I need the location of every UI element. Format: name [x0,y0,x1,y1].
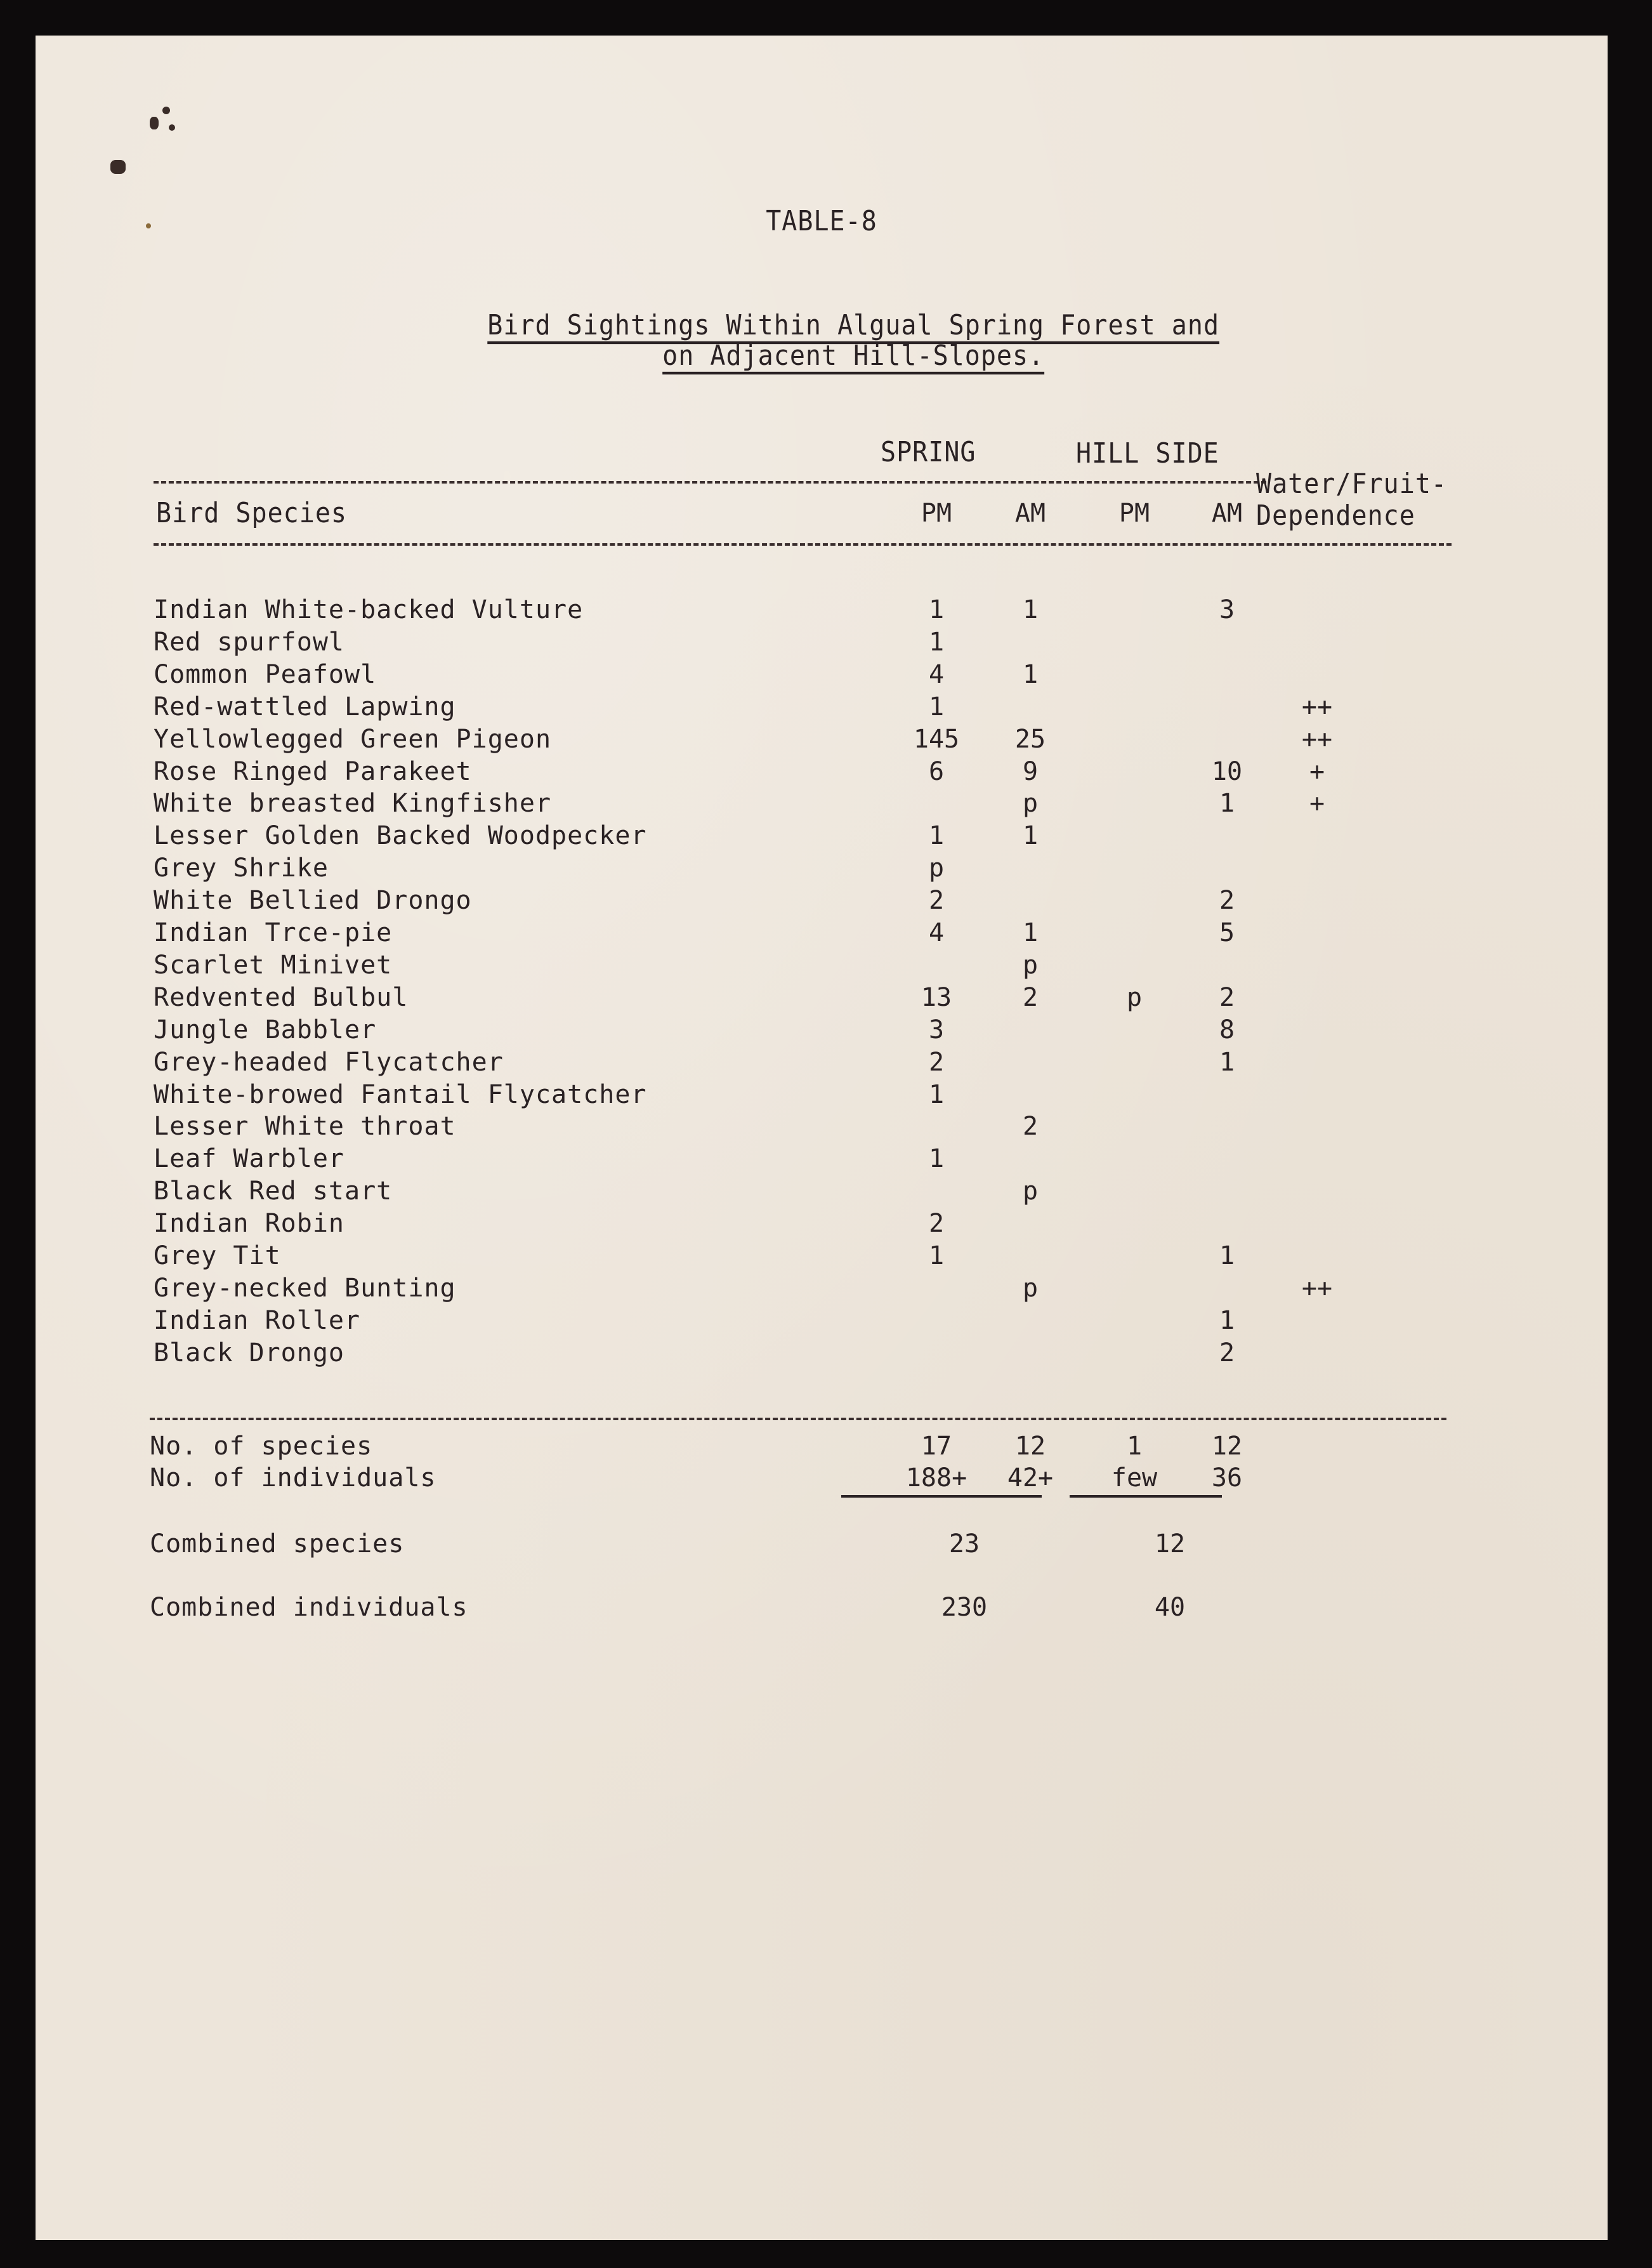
table-row [36,982,1608,1014]
column-header-hill-am: AM [1211,499,1243,528]
hill-am-cell: 1 [1219,789,1235,819]
species-name: Indian Trce-pie [154,918,393,947]
summary-value: 1 [1126,1432,1143,1461]
spring-total-underline [841,1495,1042,1498]
table-row [36,820,1608,852]
table-row [36,1305,1608,1337]
spring-pm-cell: p [928,854,945,883]
dependence-cell: ++ [1301,692,1333,722]
spring-am-cell: 25 [1014,724,1046,754]
table-label: TABLE-8 [766,206,877,237]
summary-value: 12 [1211,1432,1243,1461]
spring-pm-cell: 4 [928,918,945,947]
table-title-line-1-text: Bird Sightings Within Algual Spring Forest and [487,310,1220,341]
hill-am-cell: 2 [1219,1338,1235,1368]
table-row [36,594,1608,626]
combined-species-label: Combined species [150,1529,405,1559]
hill-am-cell: 5 [1219,918,1235,947]
summary-row-individuals [36,1462,1608,1494]
spring-pm-cell: 1 [928,595,945,624]
spring-am-cell: p [1022,1273,1039,1303]
species-name: Grey Shrike [154,854,329,883]
table-row [36,626,1608,659]
table-row [36,885,1608,917]
spring-am-cell: 1 [1022,659,1039,689]
combined-species-hill: 12 [1154,1529,1186,1559]
spring-pm-cell: 4 [928,659,945,689]
table-row [36,1272,1608,1305]
hill-total-underline [1070,1495,1222,1498]
table-row [36,1111,1608,1143]
spring-pm-cell: 1 [928,692,945,722]
document-page [36,36,1608,2240]
table-row [36,1143,1608,1175]
combined-individuals-row [36,1592,1608,1624]
spring-am-cell: 1 [1022,595,1039,624]
species-column-header: Bird Species [156,498,347,529]
spring-pm-cell: 1 [928,1241,945,1270]
paper-speck [110,160,126,174]
header-rule-top [154,481,1266,484]
species-name: Red-wattled Lapwing [154,692,456,722]
species-name: Scarlet Minivet [154,950,393,980]
combined-species-spring: 23 [948,1529,980,1559]
table-row [36,723,1608,756]
hill-am-cell: 2 [1219,982,1235,1012]
spring-am-cell: p [1022,1177,1039,1206]
species-name: Redvented Bulbul [154,982,409,1012]
table-row [36,949,1608,982]
table-row [36,1337,1608,1369]
spring-am-cell: 9 [1022,756,1039,786]
spring-pm-cell: 1 [928,1144,945,1174]
species-name: White-browed Fantail Flycatcher [154,1079,647,1109]
species-name: White Bellied Drongo [154,886,472,916]
hill-pm-cell: p [1126,982,1143,1012]
species-name: Red spurfowl [154,627,344,657]
table-row [36,1240,1608,1272]
spring-pm-cell: 6 [928,756,945,786]
spring-am-cell: 2 [1022,1112,1039,1142]
species-name: Grey Tit [154,1241,281,1270]
species-name: Grey-headed Flycatcher [154,1047,504,1077]
hill-am-cell: 3 [1219,595,1235,624]
spring-pm-cell: 2 [928,886,945,916]
header-rule-bottom [154,543,1452,546]
column-header-spring-am: AM [1014,499,1046,528]
spring-am-cell: p [1022,950,1039,980]
species-name: Black Red start [154,1177,393,1206]
table-row [36,756,1608,788]
hill-am-cell: 1 [1219,1305,1235,1335]
summary-value: 12 [1014,1432,1046,1461]
dependence-header-line-2: Dependence [1256,500,1415,532]
hill-am-cell: 2 [1219,886,1235,916]
species-name: Leaf Warbler [154,1144,344,1174]
table-row [36,788,1608,820]
combined-individuals-hill: 40 [1154,1593,1186,1622]
summary-value: few [1111,1463,1158,1493]
table-row [36,691,1608,723]
table-title-line-2 [36,305,1608,407]
column-header-hill-pm: PM [1118,499,1150,528]
table-row [36,1014,1608,1046]
paper-speck [150,117,159,129]
species-name: White breasted Kingfisher [154,789,552,819]
table-row [36,1208,1608,1240]
spring-pm-cell: 1 [928,821,945,851]
species-name: Lesser Golden Backed Woodpecker [154,821,647,851]
species-name: Common Peafowl [154,659,377,689]
spring-pm-cell: 2 [928,1209,945,1239]
combined-species-row [36,1528,1608,1560]
table-row [36,659,1608,691]
spring-am-cell: 1 [1022,821,1039,851]
spring-pm-cell: 145 [913,724,960,754]
table-row [36,917,1608,949]
species-name: Indian Robin [154,1209,344,1239]
spring-pm-cell: 1 [928,627,945,657]
paper-speck [162,107,170,114]
species-name: Rose Ringed Parakeet [154,756,472,786]
species-name: Black Drongo [154,1338,344,1368]
table-row [36,1046,1608,1079]
species-name: Yellowlegged Green Pigeon [154,724,552,754]
combined-individuals-label: Combined individuals [150,1593,468,1622]
table-title-line-2-text: on Adjacent Hill-Slopes. [662,340,1045,372]
dependence-cell: ++ [1301,724,1333,754]
spring-pm-cell: 2 [928,1047,945,1077]
summary-value: 188+ [905,1463,967,1493]
combined-individuals-spring: 230 [941,1593,988,1622]
hill-am-cell: 1 [1219,1241,1235,1270]
spring-pm-cell: 13 [921,982,952,1012]
species-name: Indian Roller [154,1305,361,1335]
table-row [36,1079,1608,1111]
hill-side-group-header: HILL SIDE [1076,438,1219,470]
summary-value: 42+ [1007,1463,1054,1493]
spring-group-header: SPRING [881,437,976,468]
summary-value: 17 [921,1432,952,1461]
hill-am-cell: 10 [1211,756,1243,786]
species-name: Indian White-backed Vulture [154,595,584,624]
dependence-cell: + [1309,789,1325,819]
species-name: Grey-necked Bunting [154,1273,456,1303]
table-row [36,1175,1608,1208]
summary-label: No. of individuals [150,1463,436,1493]
dependence-cell: ++ [1301,1273,1333,1303]
hill-am-cell: 1 [1219,1047,1235,1077]
species-name: Lesser White throat [154,1112,456,1142]
summary-row-species [36,1430,1608,1463]
spring-pm-cell: 3 [928,1015,945,1045]
summary-value: 36 [1211,1463,1243,1493]
column-header-spring-pm: PM [921,499,952,528]
spring-pm-cell: 1 [928,1079,945,1109]
spring-am-cell: 2 [1022,982,1039,1012]
summary-label: No. of species [150,1432,373,1461]
table-row [36,852,1608,885]
paper-speck [169,124,175,131]
species-name: Jungle Babbler [154,1015,377,1045]
table-rule-bottom [150,1418,1446,1420]
spring-am-cell: 1 [1022,918,1039,947]
dependence-cell: + [1309,756,1325,786]
dependence-header-line-1: Water/Fruit- [1256,468,1447,500]
spring-am-cell: p [1022,789,1039,819]
hill-am-cell: 8 [1219,1015,1235,1045]
